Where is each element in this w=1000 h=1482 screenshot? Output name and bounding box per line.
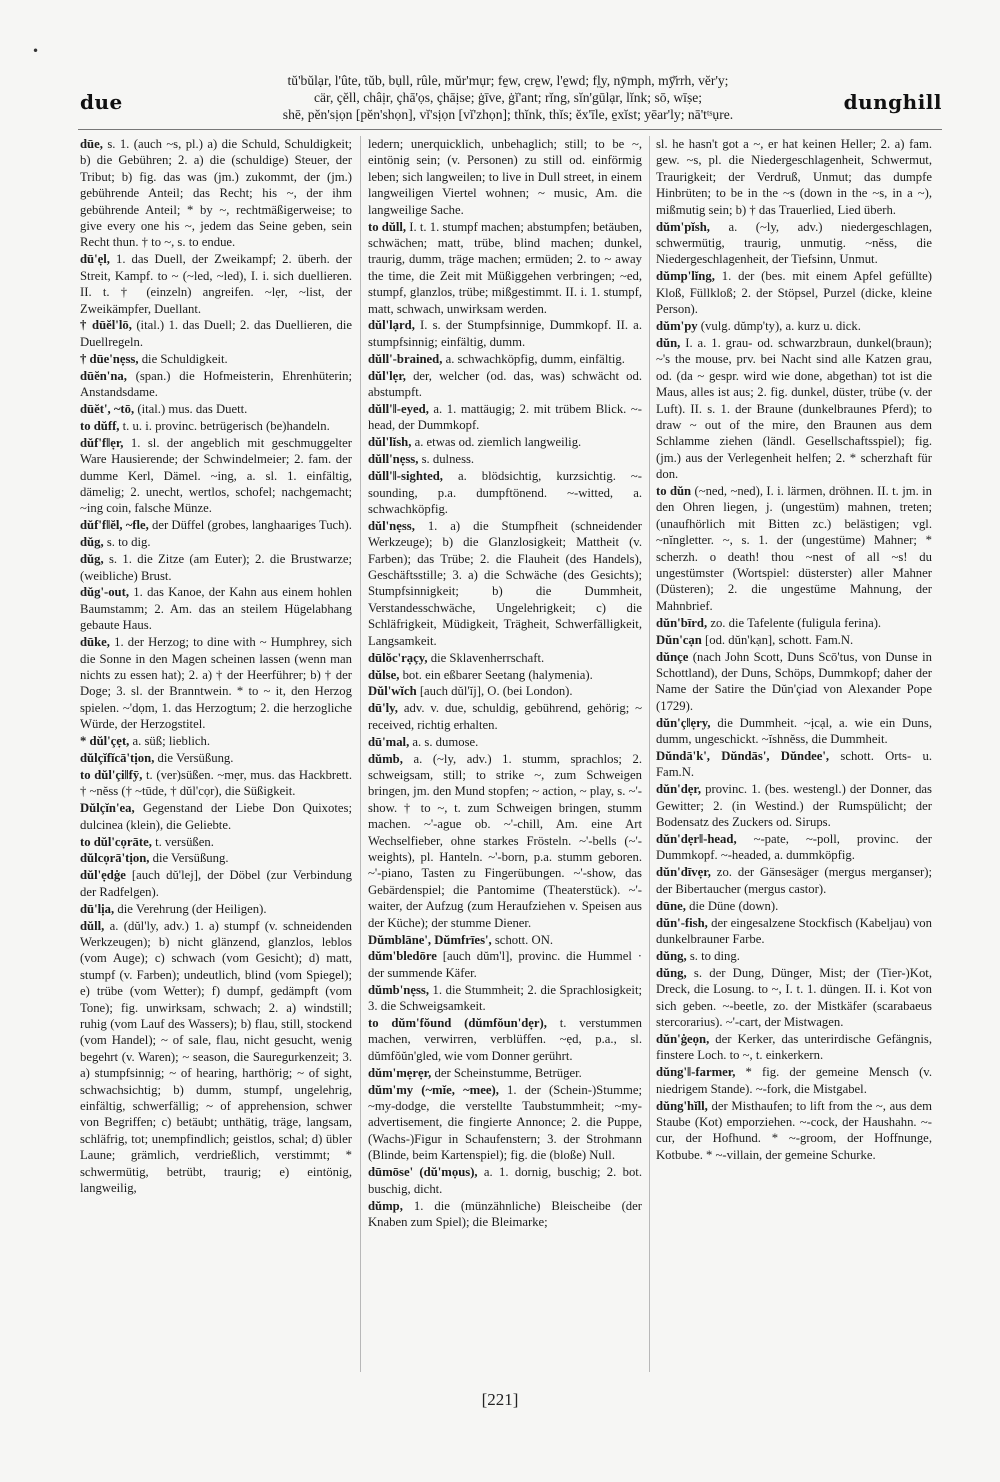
entry-definition: schott. Orts- u. Fam.N. [656, 749, 932, 780]
dictionary-entry [80, 351, 352, 367]
dictionary-entry [656, 748, 932, 781]
dictionary-entry [80, 850, 352, 866]
entry-headword: dŭm'pĭsh, [656, 219, 710, 234]
entry-headword: dŭmb'nẹss, [368, 982, 429, 997]
entry-definition: a. schwachköpfig, dumm, einfältig. [442, 351, 625, 366]
dictionary-entry [368, 1065, 642, 1081]
entry-headword: dŭlse, [368, 667, 400, 682]
entry-headword: dŭn, [656, 335, 681, 350]
entry-definition: der Kerker, das unterirdische Gefängnis, finstere Loch. to ~, t. einkerkern. [656, 1031, 932, 1063]
entry-definition: 1. sl. der angeblich mit geschmuggelter Ware Hausierende; der Schwindelmeier; 2. fam. der dumme Kerl, Dämel. ~ing, a. sl. 1. einfältig, dämelig; 2. unecht, wertlos, schofel; nachgemacht; ~ing coin, falsche Münze. [80, 435, 352, 516]
entry-definition: [auch dŭ'lej], der Döbel (zur Verbindung der Radfelgen). [80, 868, 352, 899]
entry-definition: der Düffel (grobes, langhaariges Tuch). [148, 518, 352, 533]
entry-headword: Dŭlçĭn'ea, [80, 801, 135, 816]
dictionary-entry [656, 335, 932, 483]
entry-definition: a. (~ly, adv.) 1. stumm, sprachlos; 2. schweigsam, still; to strike ~, zum Schweigen bringen, jm. den Mund stopfen; ~ action, ~ play, s. ~'-show. † to ~, t. zum Schweigen bringen, stumm machen. ~'-ague ob. ~'-chill, Am. eine Art Wechselfieber, ohne starkes Frösteln. ~'-bells (~'-weights), pl. Hanteln. ~'-born, p.a. stumm geboren. ~'-piano, Tasten zu Fingerübungen. ~'-show, das Gebärdenspiel; die Pantomime (Theaterstück). ~'-waiter, der Aufzug (zum Heraufziehen v. Speisen aus der Küche); der stumme Diener. [368, 751, 642, 930]
dictionary-entry [368, 1198, 642, 1231]
entry-definition: 1. der Herzog; to dine with ~ Humphrey, sich die Sonne in den Magen scheinen lassen (wenn man nichts zu essen hat); 2. a) † der Heerführer; b) † der Doge; 3. sl. der Branntwein. * to ~ it, den Herzog spielen. ~'dọm, 1. das Herzogtum; 2. die herzogliche Würde, der Herzogstitel. [80, 635, 352, 732]
dictionary-entry [368, 351, 642, 367]
entry-headword: dŭn'-fish, [656, 915, 708, 930]
dictionary-entry [368, 317, 642, 350]
pronunciation-key-line: tŭ'bŭlạr, l'ûte, tŭb, bụll, rûle, mŭr'mụr; fe̱w, cre̱w, l'e̱wd; fl̤y, nȳmph, mȳ̆rrh, vĕr'y; [287, 73, 729, 88]
dictionary-entry [656, 318, 932, 334]
dictionary-entry [656, 1064, 932, 1097]
entry-definition: [auch dŭl'ĭj], O. (bei London). [416, 684, 573, 699]
entry-definition: t. (ver)süßen. ~mẹr, mus. das Hackbrett. † ~nĕss († ~tūde, † dŭl'cọr), die Süßigkeit. [80, 767, 352, 799]
entry-definition: die Dummheit. ~ịcạl, a. wie ein Duns, dumm, ungeschickt. ~ĭshnĕss, die Dummheit. [656, 715, 932, 747]
dictionary-entry [368, 1164, 642, 1197]
dictionary-entry [80, 401, 352, 417]
entry-headword: dŭlcọrā'tịon, [80, 851, 150, 866]
dictionary-entry [368, 650, 642, 666]
dictionary-entry [80, 418, 352, 434]
entry-definition: t. u. i. provinc. betrügerisch (be)handeln. [119, 418, 330, 433]
entry-headword: to dŭl'cọrāte, [80, 834, 152, 849]
entry-definition: a. süß; lieblich. [129, 734, 211, 749]
entry-definition: I. s. der Stumpfsinnige, Dummkopf. II. a. stumpfsinnig; einfältig, dumm. [368, 318, 642, 349]
entry-headword: dŭn'dẹr‖-head, [656, 832, 737, 847]
entry-headword: Dŭn'cạn [656, 632, 702, 647]
entry-definition: der eingesalzene Stockfisch (Kabeljau) von dunkelbrauner Farbe. [656, 915, 932, 946]
dictionary-entry [80, 750, 352, 766]
column-divider [360, 136, 361, 1372]
entry-headword: dŭn'ç‖ẹry, [656, 715, 711, 730]
running-header [78, 66, 942, 126]
entry-definition: der Scheinstumme, Betrüger. [431, 1065, 582, 1080]
entry-headword: dŭn'ġeọn, [656, 1031, 710, 1046]
entry-definition: (ital.) 1. das Duell; 2. das Duellieren, die Duellregeln. [80, 318, 352, 349]
dictionary-entry [368, 468, 642, 517]
entry-headword: to dŭll, [368, 219, 407, 234]
dictionary-entry [80, 634, 352, 732]
entry-headword: dŭm'mẹrẹr, [368, 1065, 432, 1080]
dictionary-entry [80, 901, 352, 917]
entry-definition: [od. dŭn'kạn], schott. Fam.N. [701, 632, 854, 647]
dictionary-entry [368, 401, 642, 434]
entry-definition: 1. das Kanoe, der Kahn aus einem hohlen Baumstamm; 2. Am. das an steilem Hügelabhang gebaute Haus. [80, 585, 352, 633]
entry-definition: 1. die Stummheit; 2. die Sprachlosigkeit; 3. die Schweigsamkeit. [368, 982, 642, 1014]
dictionary-entry [368, 368, 642, 401]
entry-definition: (nach John Scott, Duns Scō'tus, von Dunse in Schottland), der Duns, Schöps, Dummkopf; daher der Name der Satire the Dŭn'çiad von Alexander Pope (1729). [656, 649, 932, 713]
dictionary-entry [368, 667, 642, 683]
entry-headword: dŭg, [80, 535, 104, 550]
dictionary-entry [80, 584, 352, 633]
entry-headword: dŭng'‖-farmer, [656, 1065, 736, 1080]
dictionary-entry [80, 368, 352, 401]
entry-headword: Dŭndā'k', Dŭndās', Dŭndee', [656, 749, 830, 764]
entry-headword: * dŭl'çẹt, [80, 734, 130, 749]
entry-headword: dŭn'bīrd, [656, 615, 708, 630]
entry-headword: dūĕt', ~tō, [80, 402, 135, 416]
entry-definition: ledern; unerquicklich, unbehaglich; still; to be ~, eintönig sein; (v. Personen) zu still od. einförmig leben; sich langweilen; to live in Dull street, in einem langweiligen Viertel wohnen; ~ music, Am. die langweilige Sache. [368, 137, 642, 217]
dictionary-entry [368, 700, 642, 733]
entry-headword: dŭm'my (~mĭe, ~mee), [368, 1082, 499, 1097]
dictionary-entry [368, 683, 642, 699]
dictionary-entry [656, 781, 932, 830]
dictionary-entry [80, 834, 352, 850]
entry-definition: a. (dŭl'ly, adv.) 1. a) stumpf (v. schneidenden Werkzeugen); b) nicht glänzend, glanzlos, leblos (vom Auge); c) schwach (vom Gesicht); d) matt, stumpf (v. Farben); undeutlich, blind (vom Spiegel); e) trübe (vom Wetter); f) dumpf, gedämpft (vom Tone); fig. unwirksam, schwach; 2. a) windstill; ruhig (vom Lauf des Wassers); b) flau, still, stockend (vom Handel); ~ of sale, flau, nicht gesucht, wenig begehrt (v. Waren); ~ season, die Sauregurkenzeit; 3. a) stumpfsinnig; ~ of hearing, harthörig; ~ of sight, schwachsichtig; b) dumm, stumpf, ungelehrig, einfältig, schwerfällig; ~ of apprehension, schwer von Begriffen; c) betäubt; unthätig, träge, langsam, schläfrig, tot; unempfindlich; geistlos, schal; d) übler Laune; grämlich, verdrießlich, verstimmt; * schwermütig, betrübt, traurig; e) eintönig, langweilig, [80, 918, 352, 1196]
entry-definition: der Misthaufen; to lift from the ~, aus dem Staube (Kot) emporziehen. ~-cock, der Haushahn. ~-cur, der Hofhund. * ~-groom, der Hoffnunge, Kotbube. * ~-villain, der gemeine Schurke. [656, 1098, 932, 1162]
entry-headword: † dūĕl'lō, [80, 318, 132, 333]
dictionary-entry [656, 831, 932, 864]
dictionary-entry [656, 632, 932, 648]
dictionary-entry [656, 948, 932, 964]
entry-headword: dŭmp, [368, 1198, 403, 1213]
entry-headword: dŭll'nẹss, [368, 452, 419, 467]
entry-definition: I. t. 1. stumpf machen; abstumpfen; betäuben, schwächen; matt, trübe, blind machen; dunkel, traurig, dumm, träge machen; ermüden; 2. to ~ away the time, die Zeit mit Müßiggehen verbringen; ~ed, stumpf, glanzlos, trübe; mißgestimmt. II. i. 1. stumpf, matt, schwach, unwirksam werden. [368, 219, 642, 316]
entry-headword: dŭl'nẹss, [368, 518, 415, 533]
entry-headword: dū'lịa, [80, 901, 115, 916]
dictionary-column-2 [368, 136, 642, 1376]
entry-headword: dŭn'dẹr, [656, 782, 702, 797]
entry-definition: zo. die Tafelente (fuligula ferina). [707, 615, 882, 630]
entry-headword: dŭm'py [656, 318, 698, 333]
guide-word-right: dunghill [843, 90, 942, 114]
dictionary-entry [368, 948, 642, 981]
entry-headword: dŭmb, [368, 751, 403, 766]
entry-headword: dŭll'-brained, [368, 351, 443, 366]
dictionary-entry [80, 733, 352, 749]
entry-headword: dŭf'f‖ĕl, ~fle, [80, 518, 149, 533]
entry-definition: 1. der (bes. mit einem Apfel gefüllte) Kloß, Füllkloß; 2. der Stöpsel, Purzel (dicke, kleine Person). [656, 269, 932, 317]
dictionary-entry [656, 715, 932, 748]
column-divider [649, 136, 650, 1372]
pronunciation-key-line: shē, pĕn'sịọn [pĕn'shọn], vĭ'sịọn [vĭ'zhọn]; thĭnk, thĭs; ĕx'īle, e̱xĭst; yēar'ly; nā'tᵗˢụre. [282, 107, 734, 122]
entry-headword: † dūe'nẹss, [80, 351, 139, 366]
dictionary-entry [656, 915, 932, 948]
entry-headword: to dŭn [656, 484, 692, 499]
dictionary-entry [656, 1031, 932, 1064]
dictionary-entry [656, 268, 932, 317]
dictionary-entry [656, 649, 932, 715]
entry-headword: dŭl'lạrd, [368, 318, 415, 333]
entry-definition: 1. das Duell, der Zweikampf; 2. überh. der Streit, Kampf. to ~ (~led, ~led), I. i. sich duellieren. II. t. † (einzeln) angreifen. ~lẹr, ~list, der Zweikämpfer, Duellant. [80, 252, 352, 316]
dictionary-entry [368, 932, 642, 948]
dictionary-entry [368, 219, 642, 317]
entry-headword: dŭf'f‖ẹr, [80, 435, 124, 450]
entry-definition: I. a. 1. grau- od. schwarzbraun, dunkel(braun); ~'s the mouse, prv. bei Nacht sind alle Katzen grau, od. (da ~ gespr. wird wie done, abgethan) tot ist die Maus, alles ist aus; 2. fig. dunkel, düster, trübe (v. der Luft). II. s. 1. der Braune (dunkelbraunes Pferd); to draw ~ out of the mire, den Braunen aus dem Schlamme ziehen (ländl. Gesellschaftsspiel); fig. (jm.) aus der Verlegenheit helfen; 2. * scherzhaft für don. [656, 335, 932, 482]
entry-definition: schott. ON. [491, 932, 554, 947]
entry-definition: t. verstummen machen, verwirren, verblüffen. ~ẹd, p.a., sl. dŭmfŏŭn'gled, wie vom Donner gerührt. [368, 1016, 642, 1063]
dictionary-entry [80, 517, 352, 533]
entry-headword: dŭll, [80, 918, 105, 933]
entry-definition: adv. v. due, schuldig, gebührend, gehörig; ~ received, richtig erhalten. [368, 701, 642, 732]
entry-headword: dūe, [80, 137, 103, 151]
dictionary-entry [368, 751, 642, 931]
header-rule [78, 129, 942, 130]
entry-headword: dŭlçĭfĭcā'tịon, [80, 751, 155, 766]
entry-headword: dŭl'lẹr, [368, 368, 406, 383]
entry-headword: to dŭl'çi‖fȳ, [80, 767, 143, 782]
entry-definition: 1. die (münzähnliche) Bleischeibe (der Knaben zum Spiel); die Bleimarke; [368, 1198, 642, 1229]
entry-definition: Gegenstand der Liebe Don Quixotes; dulcinea (klein), die Geliebte. [80, 801, 352, 832]
dictionary-entry [656, 483, 932, 614]
dictionary-entry [656, 898, 932, 914]
guide-word-left: due [80, 90, 123, 114]
dictionary-entry [368, 518, 642, 649]
entry-headword: dŭg'-out, [80, 585, 130, 600]
entry-definition: (vulg. dŭmp'ty), a. kurz u. dick. [697, 318, 861, 333]
entry-definition: [auch dŭm'l], provinc. die Hummel · der summende Käfer. [368, 949, 642, 980]
dictionary-entry [368, 1015, 642, 1064]
entry-headword: dū'ly, [368, 701, 398, 716]
entry-headword: to dŭff, [80, 418, 120, 433]
entry-headword: dū'ẹl, [80, 252, 110, 267]
entry-definition: die Versüßung. [154, 751, 234, 766]
entry-headword: dŭng, [656, 965, 687, 980]
entry-definition: s. 1. (auch ~s, pl.) a) die Schuld, Schuldigkeit; b) die Gebühren; 2. a) die (schuldige) Steuer, der Tribut; b) fig. das was (jm.) zukommt, der (jm.) gebührende Anteil; das Recht; his ~, der ihm gebührende Anteil; * by ~, rechtmäßigerweise; to give every one his ~, jedem das Seine geben, sein Recht thun. † to ~, s. to endue. [80, 137, 352, 250]
entry-definition: a. 1. dornig, buschig; 2. bot. buschig, dicht. [368, 1165, 642, 1196]
entry-headword: dūlŏc'rạçy, [368, 650, 428, 665]
entry-definition: die Schuldigkeit. [138, 351, 228, 366]
dictionary-entry [656, 615, 932, 631]
entry-headword: dūne, [656, 898, 686, 913]
dictionary-entry [368, 1082, 642, 1164]
dictionary-entry [656, 219, 932, 268]
entry-headword: dū'mal, [368, 734, 410, 749]
entry-definition: a. etwas od. ziemlich langweilig. [411, 435, 582, 450]
entry-headword: dŭg, [80, 552, 104, 567]
entry-definition: der, welcher (od. das, was) schwächt od. abstumpft. [368, 368, 642, 400]
dictionary-entry [368, 434, 642, 450]
entry-headword: dŭl'ẹdġe [80, 868, 126, 883]
entry-definition: provinc. 1. (bes. westengl.) der Donner, das Gewitter; 2. (in Westind.) der Rumspülicht; der Bodensatz des Zuckers od. Sirups. [656, 782, 932, 830]
dictionary-column-3 [656, 136, 932, 1376]
entry-definition: s. dulness. [418, 452, 475, 467]
entry-definition: * fig. der gemeine Mensch (v. niedrigem Stande). ~-fork, die Mistgabel. [656, 1065, 932, 1096]
entry-headword: dŭll'‖-eyed, [368, 402, 429, 416]
entry-definition: die Verehrung (der Heiligen). [114, 901, 267, 916]
dictionary-entry [80, 317, 352, 350]
entry-headword: dŭnçe [656, 649, 689, 664]
entry-headword: Dŭl'wĭch [368, 684, 417, 699]
entry-headword: dŭng, [656, 948, 687, 963]
entry-headword: dūke, [80, 635, 110, 650]
dictionary-entry [80, 435, 352, 517]
dictionary-entry [80, 800, 352, 833]
entry-headword: dūĕn'na, [80, 368, 127, 383]
dictionary-entry [80, 136, 352, 251]
entry-definition: s. to ding. [686, 948, 740, 963]
dictionary-entry [368, 734, 642, 750]
entry-definition: a. s. dumose. [409, 734, 479, 749]
dictionary-column-1 [80, 136, 352, 1376]
dictionary-entry [80, 534, 352, 550]
entry-definition: die Sklavenherrschaft. [427, 650, 545, 665]
dictionary-entry [656, 965, 932, 1031]
dictionary-entry [368, 451, 642, 467]
dictionary-entry [656, 864, 932, 897]
entry-headword: dŭng'hĭll, [656, 1098, 708, 1113]
dictionary-entry [368, 136, 642, 218]
entry-headword: Dŭmblāne', Dŭmfrīes', [368, 932, 492, 947]
entry-definition: (span.) die Hofmeisterin, Ehrenhüterin; Anstandsdame. [80, 368, 352, 400]
entry-definition: die Versüßung. [149, 851, 229, 866]
entry-definition: s. der Dung, Dünger, Mist; der (Tier-)Kot, Dreck, die Losung. to ~, I. t. 1. düngen. II. i. Kot von sich geben. ~-beetle, zo. der Mistkäfer (scarabaeus stercorarius). ~'-cart, der Mistwagen. [656, 965, 932, 1030]
entry-definition: (ital.) mus. das Duett. [134, 402, 248, 416]
entry-headword: dŭmp'lĭng, [656, 269, 715, 284]
dictionary-entry [80, 867, 352, 900]
entry-definition: bot. ein eßbarer Seetang (halymenia). [399, 667, 593, 682]
entry-definition: a. blödsichtig, kurzsichtig. ~-sounding, p.a. dumpftönend. ~-witted, a. schwachköpfig. [368, 469, 642, 516]
dictionary-entry [80, 251, 352, 317]
entry-definition: 1. a) die Stumpfheit (schneidender Werkzeuge); b) die Glanzlosigkeit; Mattheit (v. Farben); das Trübe; 2. die Flauheit (des Handels), Geschäftsstille; 3. a) die Schwäche (des Gesichts); Stumpfsinnigkeit; b) die Dummheit, Verstandesschwäche, Ungelehrigkeit; c) die Schläfrigkeit, Müdigkeit, Trägheit, Schwerfälligkeit, Langsamkeit. [368, 518, 642, 648]
dictionary-entry [368, 982, 642, 1015]
entry-headword: dŭl'lĭsh, [368, 435, 412, 450]
entry-headword: dŭll'‖-sighted, [368, 469, 443, 484]
entry-headword: dūmōse' (dŭ'mọus), [368, 1165, 478, 1180]
dictionary-entry [80, 918, 352, 1197]
entry-definition: t. versüßen. [151, 834, 214, 849]
entry-definition: (~ned, ~ned), I. i. lärmen, dröhnen. II. t. jm. in den Ohren liegen, j. (ungestüm) mahnen, treten; (unaufhörlich mit Bitten zc.) belästigen; vgl. ~nĭngletter. ~, s. 1. der (ungestüme) Mahner; * scherzh. o death! thou ~nest of all ~s! du ungestümster (Wortspiel: düsterster) aller Mahner (Düsteren); 2. die ungestüme Mahnung, der Mahnbrief. [656, 484, 932, 613]
page-number: [221] [481, 1390, 519, 1409]
entry-definition: die Düne (down). [685, 898, 779, 913]
dictionary-entry [656, 136, 932, 218]
entry-definition: s. to dig. [103, 535, 151, 550]
dictionary-entry [80, 767, 352, 800]
entry-definition: sl. he hasn't got a ~, er hat keinen Heller; 2. a) fam. gew. ~s, pl. die Niedergeschlagenheit, Schwermut, Traurigkeit; der Verdruß, Unmut; das dumpfe Hinbrüten; to be in the ~s (down in the ~s, in a ~), mißmutig sein; b) † das Trauerlied, Lied überh. [656, 137, 932, 217]
entry-definition: ~-pate, ~-poll, provinc. der Dummkopf. ~-headed, a. dummköpfig. [656, 832, 932, 863]
entry-headword: to dŭm'fŏund (dŭmfŏun'dẹr), [368, 1016, 547, 1031]
entry-definition: zo. der Gänsesäger (mergus merganser); der Bibertaucher (mergus castor). [656, 865, 932, 896]
entry-definition: a. 1. mattäugig; 2. mit trübem Blick. ~-head, der Dummkopf. [368, 402, 642, 433]
dictionary-entry [80, 551, 352, 584]
entry-definition: s. 1. die Zitze (am Euter); 2. die Brustwarze; (weibliche) Brust. [80, 552, 352, 583]
pronunciation-key-line: cär, çĕll, châịr, çhā'ọs, çhāịse; ġīve, ġĭ'ant; rĭng, sĭn'gūlạr, lĭnk; sō, wīṣe; [313, 90, 703, 105]
entry-definition: 1. der (Schein-)Stumme; ~my-dodge, die verstellte Taubstummheit; ~my-advertisement, die fingierte Annonce; 2. die Puppe, (Wachs-)Figur in Schaufenstern; 3. der Strohmann (Blinde, beim Kartenspiel); fig. die (bloße) Null. [368, 1082, 642, 1163]
entry-headword: dŭm'bledōre [368, 949, 437, 964]
entry-headword: dŭn'dīvẹr, [656, 865, 711, 880]
dictionary-entry [656, 1098, 932, 1164]
entry-definition: a. (~ly, adv.) niedergeschlagen, schwermütig, traurig, unmutig. ~nĕss, die Niedergeschlagenheit, der Tiefsinn, Unmut. [656, 219, 932, 267]
page-dot: • [32, 44, 40, 58]
